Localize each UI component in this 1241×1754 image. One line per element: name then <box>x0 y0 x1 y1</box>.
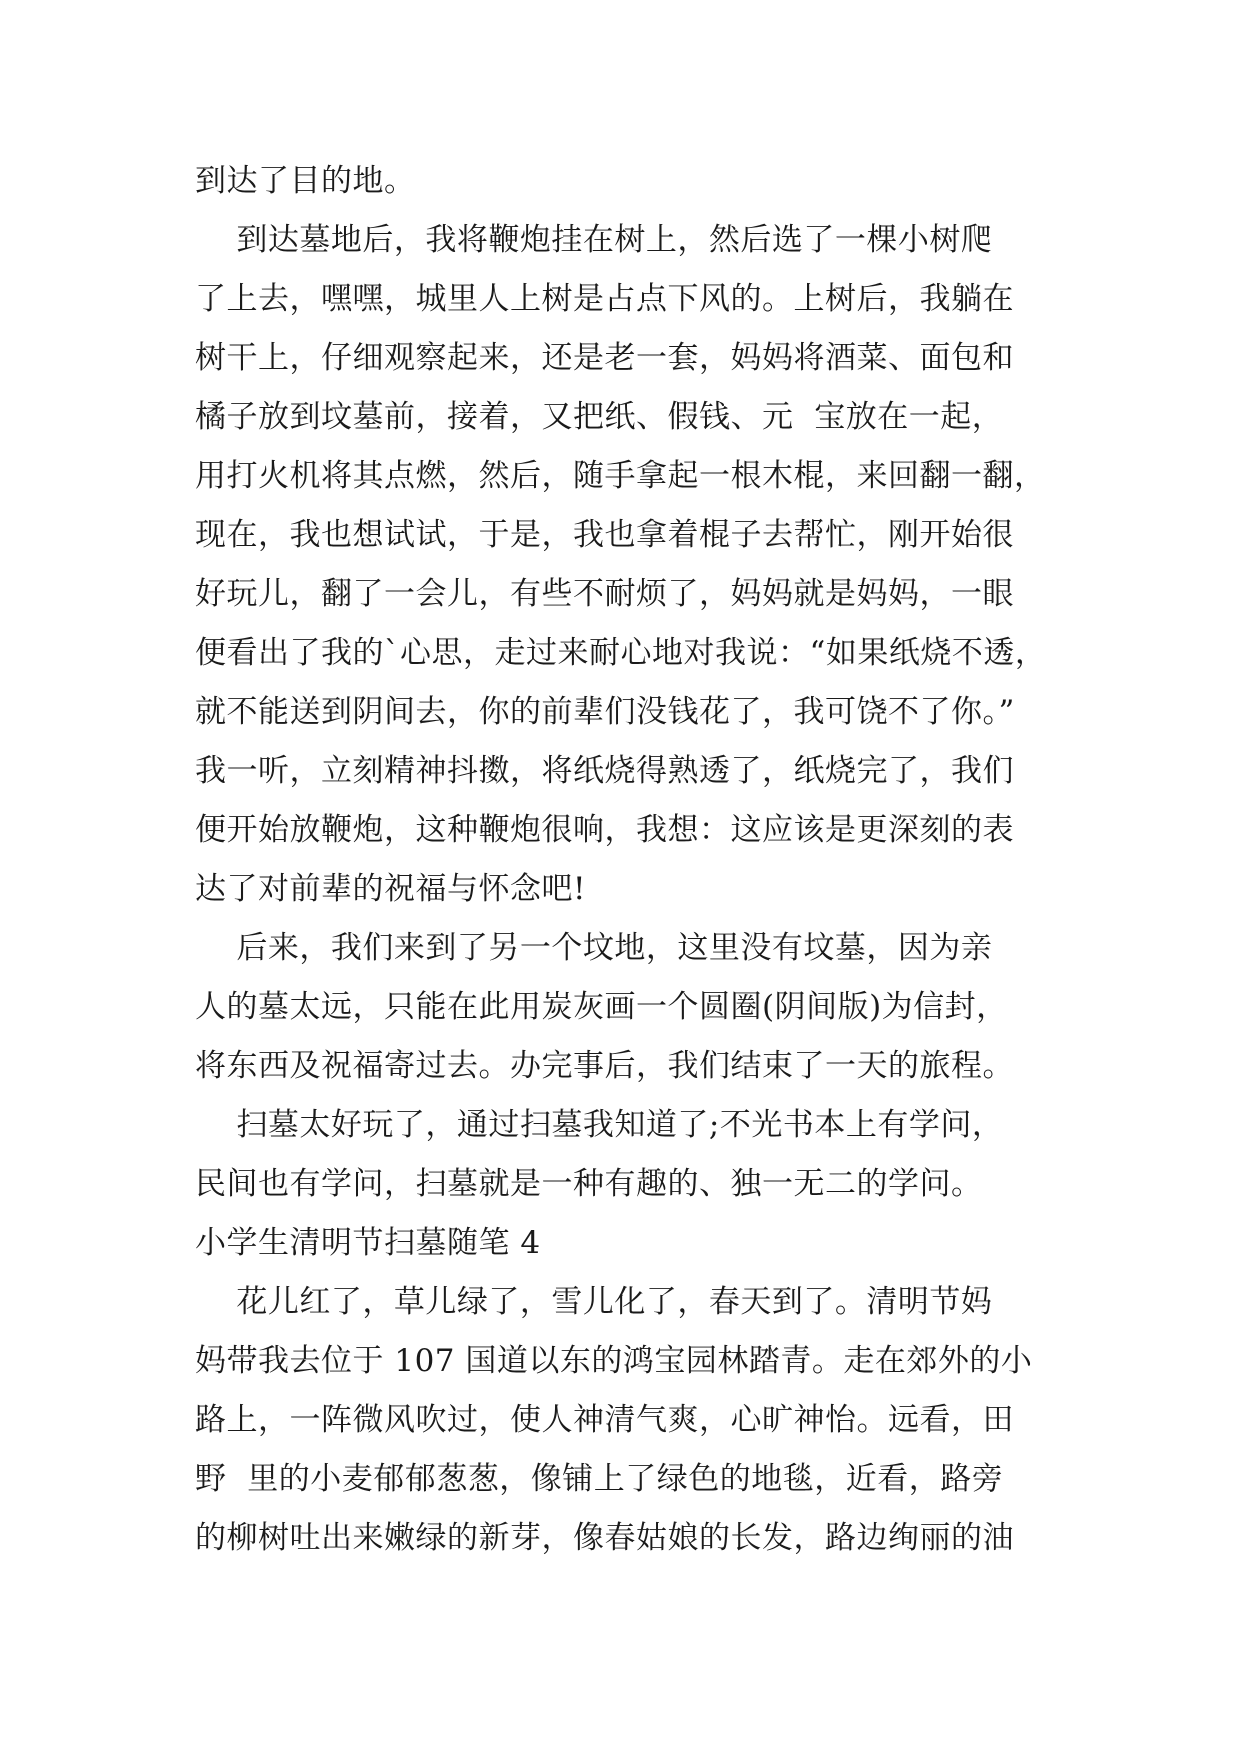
text-line: 人的墓太远，只能在此用炭灰画一个圆圈(阴间版)为信封， <box>195 989 1008 1025</box>
text-line: 树干上，仔细观察起来，还是老一套，妈妈将酒菜、面包和 <box>195 340 1014 376</box>
text-line: 将东西及祝福寄过去。办完事后，我们结束了一天的旅程。 <box>195 1048 1014 1084</box>
text-line: 了上去，嘿嘿，城里人上树是占点下风的。上树后，我躺在 <box>195 281 1014 317</box>
text-line: 好玩儿，翻了一会儿，有些不耐烦了，妈妈就是妈妈，一眼 <box>195 576 1014 612</box>
paragraph-start-line: 扫墓太好玩了，通过扫墓我知道了;不光书本上有学问， <box>195 1107 1004 1143</box>
text-line: 用打火机将其点燃，然后，随手拿起一根木棍，来回翻一翻， <box>195 458 1046 494</box>
paragraph-start-line: 后来，我们来到了另一个坟地，这里没有坟墓，因为亲 <box>195 930 993 966</box>
text-line: 便开始放鞭炮，这种鞭炮很响，我想：这应该是更深刻的表 <box>195 812 1014 848</box>
text-line: 就不能送到阴间去，你的前辈们没钱花了，我可饶不了你。” <box>195 694 1015 730</box>
paragraph-start-line: 花儿红了，草儿绿了，雪儿化了，春天到了。清明节妈 <box>195 1284 993 1320</box>
section-heading: 小学生清明节扫墓随笔 4 <box>195 1225 541 1261</box>
essay-text <box>195 152 1075 1568</box>
text-line: 的柳树吐出来嫩绿的新芽，像春姑娘的长发，路边绚丽的油 <box>195 1520 1014 1556</box>
text-line: 橘子放到坟墓前，接着，又把纸、假钱、元 宝放在一起， <box>195 399 1004 435</box>
text-line: 便看出了我的`心思，走过来耐心地对我说：“如果纸烧不透， <box>195 635 1047 671</box>
text-line: 现在，我也想试试，于是，我也拿着棍子去帮忙，刚开始很 <box>195 517 1014 553</box>
text-line: 达了对前辈的祝福与怀念吧! <box>195 871 586 907</box>
text-line: 我一听，立刻精神抖擞，将纸烧得熟透了，纸烧完了，我们 <box>195 753 1014 789</box>
paragraph-start-line: 到达墓地后，我将鞭炮挂在树上，然后选了一棵小树爬 <box>195 222 993 258</box>
text-line: 妈带我去位于 107 国道以东的鸿宝园林踏青。走在郊外的小 <box>195 1343 1033 1379</box>
text-line: 民间也有学问，扫墓就是一种有趣的、独一无二的学问。 <box>195 1166 983 1202</box>
text-line: 路上，一阵微风吹过，使人神清气爽，心旷神怡。远看，田 <box>195 1402 1014 1438</box>
text-line: 到达了目的地。 <box>195 163 416 199</box>
text-line: 野 里的小麦郁郁葱葱，像铺上了绿色的地毯，近看，路旁 <box>195 1461 1004 1497</box>
